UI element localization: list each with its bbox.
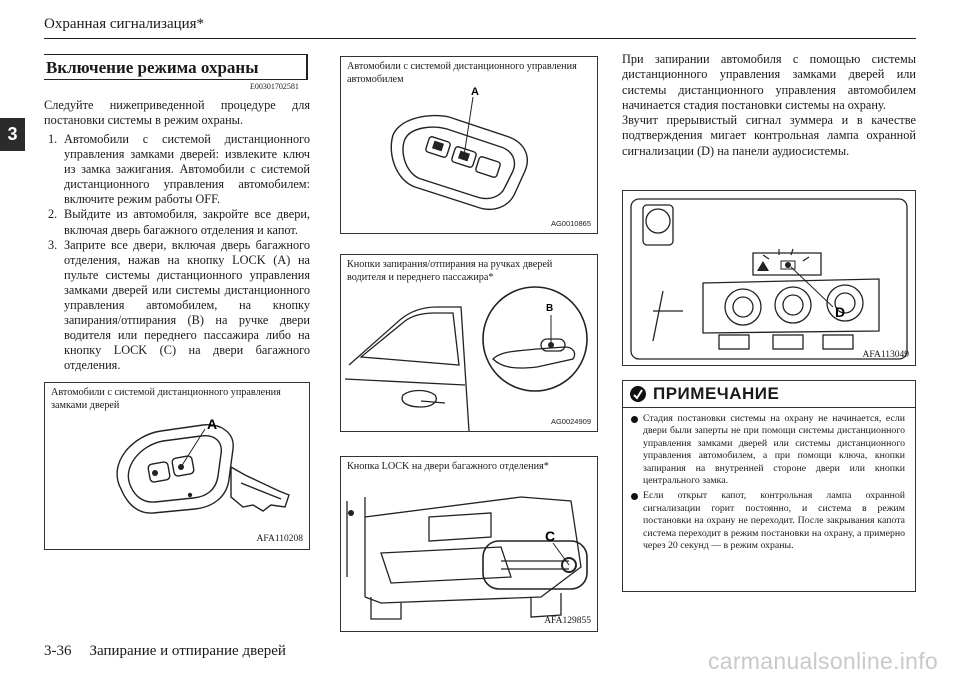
figure-dashboard: [622, 190, 916, 366]
page-footer: [44, 643, 286, 660]
note-icon: [629, 385, 647, 403]
tailgate-illustration: [341, 457, 597, 631]
header-divider: [44, 38, 916, 39]
running-header: Охранная сигнализация*: [44, 16, 205, 32]
step-item: 3. Заприте все двери, включая дверь багажного отделения, нажав на кнопку LOCK (A) на пульте системы дистанционного управления замками дверей или системы дистанционного управления автомобилем, на кнопку запирания/отпирания (B) на ручке двери водителя или переднего пассажира либо на кнопку LOCK (C) на двери багажного отделения.: [48, 237, 310, 373]
intro-paragraph: Следуйте нижеприведенной процедуре для постановки системы в режим охраны.: [44, 98, 310, 128]
note-title: ПРИМЕЧАНИЕ: [653, 384, 780, 403]
note-box: [622, 380, 916, 592]
callout-label: D: [835, 304, 846, 320]
section-code: E00301702581: [250, 82, 299, 91]
callout-label: B: [546, 303, 554, 314]
figure-caption: Кнопки запирания/отпирания на ручках дверей водителя и переднего пассажира*: [347, 259, 553, 283]
figure-id: AFA129855: [544, 616, 591, 626]
note-item: Стадия постановки системы на охрану не начинается, если двери были заперты не при помощи системы дистанционного управления замками дверей или системы дистанционного управления автомобилем, а при помощи ключа, кнопки запирания на внутренней стороне двери или кнопки центрального замка.: [631, 413, 905, 487]
figure-key-remote: [44, 382, 310, 550]
figure-id: AFA110208: [256, 534, 303, 544]
figure-id: AG0010865: [550, 219, 591, 228]
page-number: 3-36: [44, 643, 72, 659]
procedure-steps: [48, 132, 310, 374]
step-item: 2. Выйдите из автомобиля, закройте все двери, включая дверь багажного отделения и капот.: [48, 207, 310, 237]
note-header: [623, 381, 915, 408]
key-remote-illustration: [45, 383, 309, 549]
footer-title: Запирание и отпирание дверей: [89, 643, 286, 659]
door-handle-illustration: [341, 255, 597, 431]
paragraph: Звучит прерывистый сигнал зуммера и в качестве подтверждения мигает контрольная лампа охранной сигнализации (D) на панели аудиосистемы.: [622, 113, 916, 158]
paragraph: При запирании автомобиля с помощью системы дистанционного управления замками дверей или системы дистанционного управления автомобилем начинается стадия постановки системы на охрану.: [622, 52, 916, 112]
figure-smart-key: [340, 56, 598, 234]
figure-caption: Автомобили с системой дистанционного управления автомобилем: [347, 61, 577, 85]
bullet-icon: [631, 416, 638, 423]
right-column-text: [622, 52, 916, 159]
figure-caption: Кнопка LOCK на двери багажного отделения*: [347, 461, 549, 472]
bullet-icon: [631, 493, 638, 500]
callout-label: A: [207, 416, 218, 432]
chapter-tab: 3: [0, 118, 25, 151]
note-item: Если открыт капот, контрольная лампа охранной сигнализации горит постоянно, и система в режим постановки на охрану не переходит. После закрывания капота система переходит в режим постановки на охрану, а примерно через 20 секунд — в режим охраны.: [631, 490, 905, 552]
dashboard-illustration: [623, 191, 915, 365]
figure-id: AFA113049: [862, 350, 909, 360]
figure-id: AG0024909: [550, 417, 591, 426]
figure-door-handle: [340, 254, 598, 432]
callout-label: A: [471, 86, 479, 98]
step-item: 1. Автомобили с системой дистанционного управления замками дверей: извлеките ключ из замка зажигания. Автомобили с системой дистанционного управления автомобилем: включите режим работы OFF.: [48, 132, 310, 207]
watermark: carmanualsonline.info: [707, 648, 938, 674]
callout-label: C: [545, 528, 556, 544]
figure-caption: Автомобили с системой дистанционного управления замками дверей: [51, 387, 281, 411]
figure-tailgate: [340, 456, 598, 632]
note-list: [631, 413, 905, 555]
smart-key-illustration: [341, 57, 597, 233]
section-title: Включение режима охраны: [44, 54, 308, 80]
